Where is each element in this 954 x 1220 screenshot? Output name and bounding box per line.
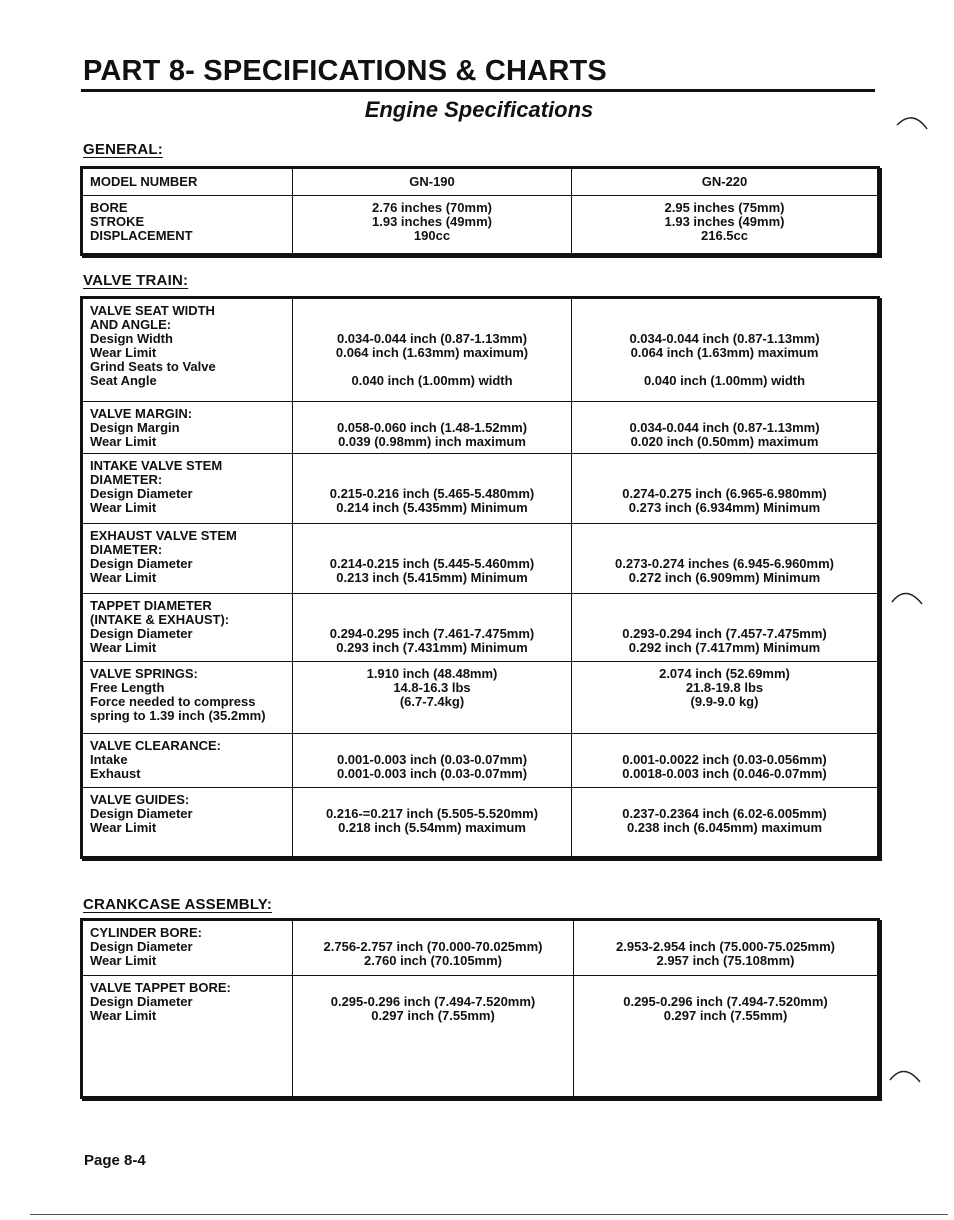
cell-line: DIAMETER: [90,472,163,487]
cell-line: VALVE GUIDES: [90,792,190,807]
cell-line: DISPLACEMENT [90,228,193,244]
cell-line [301,543,563,557]
spec-label-cell [82,298,293,402]
section-label-general: GENERAL: [83,141,163,158]
gn220-value-cell [574,976,879,1098]
cell-line [580,473,869,487]
cell-line: 0.216-=0.217 inch (5.505-5.520mm) [325,806,539,821]
cell-line: Design Diameter [90,939,193,954]
cell-line: Wear Limit [90,345,157,360]
gn190-value-cell [293,454,572,524]
gn190-value-cell [293,920,574,976]
cell-line: Wear Limit [90,953,157,968]
table-row [82,298,879,402]
cell-line: 0.020 inch (0.50mm) maximum [630,434,819,449]
gn190-header: GN-190 [293,168,572,196]
cell-line [301,304,563,318]
gn220-value-cell [572,524,879,594]
spec-label-cell [82,454,293,524]
model-number-header: MODEL NUMBER [82,168,293,196]
scan-mark [890,580,930,620]
cell-line [580,793,869,807]
cell-line: (6.7-7.4kg) [399,694,465,709]
cell-line: 0.237-0.2364 inch (6.02-6.005mm) [622,806,827,821]
cell-line: 2.074 inch (52.69mm) [659,666,790,681]
cell-line: Design Diameter [90,556,193,571]
gn190-value-cell [293,734,572,788]
gn220-value-cell [572,298,879,402]
cell-line: 0.274-0.275 inch (6.965-6.980mm) [622,486,827,501]
cell-line [580,459,869,473]
gn190-value-cell [293,196,572,255]
crankcase-table [80,918,880,1099]
cell-line: Wear Limit [90,570,157,585]
cell-line: BORE [90,200,128,216]
spec-label-cell [82,662,293,734]
cell-line [580,543,869,557]
cell-line: 0.213 inch (5.415mm) Minimum [336,570,528,585]
cell-line: 0.034-0.044 inch (0.87-1.13mm) [336,331,528,346]
cell-line: VALVE SEAT WIDTH [90,303,215,318]
page-number: Page 8-4 [84,1152,146,1169]
cell-line: Design Width [90,331,173,346]
bottom-rule [30,1214,948,1215]
spec-label-cell [82,594,293,662]
cell-line: 1.910 inch (48.48mm) [366,666,498,681]
cell-line: 0.292 inch (7.417mm) Minimum [628,640,821,655]
cell-line: 0.295-0.296 inch (7.494-7.520mm) [623,994,828,1009]
gn220-value-cell [572,788,879,858]
cell-line [301,739,563,753]
cell-line: 0.214-0.215 inch (5.445-5.460mm) [329,556,535,571]
table-row [82,196,879,255]
cell-line: 0.064 inch (1.63mm) maximum [630,345,819,360]
cell-line [580,739,869,753]
gn190-value-cell [293,788,572,858]
cell-line: 0.001-0.003 inch (0.03-0.07mm) [336,766,528,781]
spec-label-cell [82,976,293,1098]
general-table [80,166,880,256]
cell-line: 1.93 inches (49mm) [664,214,785,230]
gn220-value-cell [572,196,879,255]
cell-line: Wear Limit [90,820,157,835]
gn220-value-cell [574,920,879,976]
cell-line: 21.8-19.8 lbs [685,680,764,695]
cell-line [580,529,869,543]
gn190-value-cell [293,298,572,402]
page-title: PART 8- SPECIFICATIONS & CHARTS [83,55,607,87]
cell-line: 14.8-16.3 lbs [393,680,471,695]
cell-line: TAPPET DIAMETER [90,598,212,613]
cell-line: Design Diameter [90,626,193,641]
cell-line: Wear Limit [90,1008,157,1023]
table-row [82,976,879,1098]
spec-label-cell [82,402,293,454]
cell-line: 0.034-0.044 inch (0.87-1.13mm) [629,331,820,346]
gn220-value-cell [572,594,879,662]
gn220-value-cell [572,734,879,788]
gn220-header: GN-220 [572,168,879,196]
cell-line: 0.295-0.296 inch (7.494-7.520mm) [330,994,536,1009]
section-label-crankcase: CRANKCASE ASSEMBLY: [83,896,273,913]
cell-line [580,360,869,374]
spec-label-cell [82,196,293,255]
cell-line [582,926,869,940]
cell-line: 0.273 inch (6.934mm) Minimum [628,500,821,515]
cell-line: 0.215-0.216 inch (5.465-5.480mm) [329,486,535,501]
cell-line: spring to 1.39 inch (35.2mm) [90,708,266,723]
cell-line: Wear Limit [90,500,157,515]
cell-line [301,981,565,995]
cell-line: Exhaust [90,766,141,781]
cell-line [580,613,869,627]
cell-line: Seat Angle [90,373,157,388]
cell-line: Intake [90,752,128,767]
cell-line: DIAMETER: [90,542,163,557]
cell-line [301,613,563,627]
cell-line: 0.001-0.0022 inch (0.03-0.056mm) [622,752,827,767]
cell-line: Design Diameter [90,486,193,501]
cell-line: 0.214 inch (5.435mm) Minimum [336,500,528,515]
cell-line: 0.293-0.294 inch (7.457-7.475mm) [622,626,827,641]
spec-label-cell [82,734,293,788]
cell-line: 0.0018-0.003 inch (0.046-0.07mm) [622,766,827,781]
cell-line: 2.953-2.954 inch (75.000-75.025mm) [616,939,835,954]
gn190-value-cell [293,402,572,454]
cell-line: Design Diameter [90,806,193,821]
cell-line: 0.040 inch (1.00mm) width [643,373,806,388]
cell-line: 0.034-0.044 inch (0.87-1.13mm) [629,420,820,435]
cell-line: 0.001-0.003 inch (0.03-0.07mm) [336,752,528,767]
page-subtitle: Engine Specifications [364,97,594,122]
cell-line: 216.5cc [701,228,748,244]
cell-line: CYLINDER BORE: [90,925,202,940]
cell-line [301,473,563,487]
table-row [82,402,879,454]
cell-line: 0.039 (0.98mm) inch maximum [338,434,526,449]
gn190-value-cell [293,594,572,662]
section-label-valve-train: VALVE TRAIN: [83,272,189,289]
cell-line: 2.957 inch (75.108mm) [656,953,795,968]
gn190-value-cell [293,524,572,594]
cell-line: Wear Limit [90,434,157,449]
cell-line [301,360,563,374]
cell-line [582,981,869,995]
cell-line [580,318,869,332]
cell-line [301,793,563,807]
cell-line: (9.9-9.0 kg) [690,694,759,709]
cell-line: 0.297 inch (7.55mm) [663,1008,788,1023]
cell-line: STROKE [90,214,145,230]
cell-line [301,926,565,940]
cell-line: Wear Limit [90,640,157,655]
cell-line: 0.040 inch (1.00mm) width [351,373,513,388]
cell-line: 0.272 inch (6.909mm) Minimum [628,570,821,585]
gn190-value-cell [293,976,574,1098]
cell-line: Design Diameter [90,994,193,1009]
cell-line: 0.058-0.060 inch (1.48-1.52mm) [336,420,528,435]
cell-line: VALVE SPRINGS: [90,666,198,681]
cell-line [580,407,869,421]
spec-label-cell [82,524,293,594]
cell-line [301,459,563,473]
cell-line: VALVE TAPPET BORE: [90,980,231,995]
gn220-value-cell [572,662,879,734]
gn190-value-cell [293,662,572,734]
cell-line: VALVE CLEARANCE: [90,738,221,753]
cell-line: 1.93 inches (49mm) [372,214,492,230]
cell-line: 0.293 inch (7.431mm) Minimum [336,640,528,655]
cell-line: AND ANGLE: [90,317,172,332]
table-row [82,524,879,594]
gn220-value-cell [572,402,879,454]
cell-line [301,599,563,613]
cell-line: Free Length [90,680,165,695]
table-row [82,454,879,524]
scan-mark [888,1058,928,1098]
cell-line: 190cc [413,228,451,244]
scan-mark [895,105,935,145]
cell-line: (INTAKE & EXHAUST): [90,612,230,627]
table-row [82,788,879,858]
table-row [82,662,879,734]
cell-line: 2.760 inch (70.105mm) [363,953,503,968]
spec-label-cell [82,788,293,858]
cell-line [301,529,563,543]
cell-line: 0.238 inch (6.045mm) maximum [626,820,823,835]
gn220-value-cell [572,454,879,524]
cell-line: EXHAUST VALVE STEM [90,528,237,543]
cell-line [580,304,869,318]
cell-line: VALVE MARGIN: [90,406,193,421]
cell-line: 0.218 inch (5.54mm) maximum [338,820,526,835]
cell-line [301,407,563,421]
table-row [82,734,879,788]
title-rule [81,89,875,92]
cell-line [580,599,869,613]
cell-line: 2.76 inches (70mm) [372,200,492,216]
cell-line: 0.273-0.274 inches (6.945-6.960mm) [615,556,834,571]
cell-line: 0.064 inch (1.63mm) maximum) [335,345,529,360]
table-row [82,594,879,662]
cell-line: 0.297 inch (7.55mm) [371,1008,495,1023]
table-row [82,920,879,976]
cell-line: INTAKE VALVE STEM [90,458,223,473]
valve-train-table [80,296,880,859]
cell-line: 2.95 inches (75mm) [664,200,785,216]
cell-line: Grind Seats to Valve [90,359,216,374]
cell-line [301,318,563,332]
spec-label-cell [82,920,293,976]
cell-line: 0.294-0.295 inch (7.461-7.475mm) [329,626,535,641]
cell-line: Design Margin [90,420,180,435]
cell-line: 2.756-2.757 inch (70.000-70.025mm) [323,939,543,954]
table-header-row [82,168,879,196]
cell-line: Force needed to compress [90,694,256,709]
